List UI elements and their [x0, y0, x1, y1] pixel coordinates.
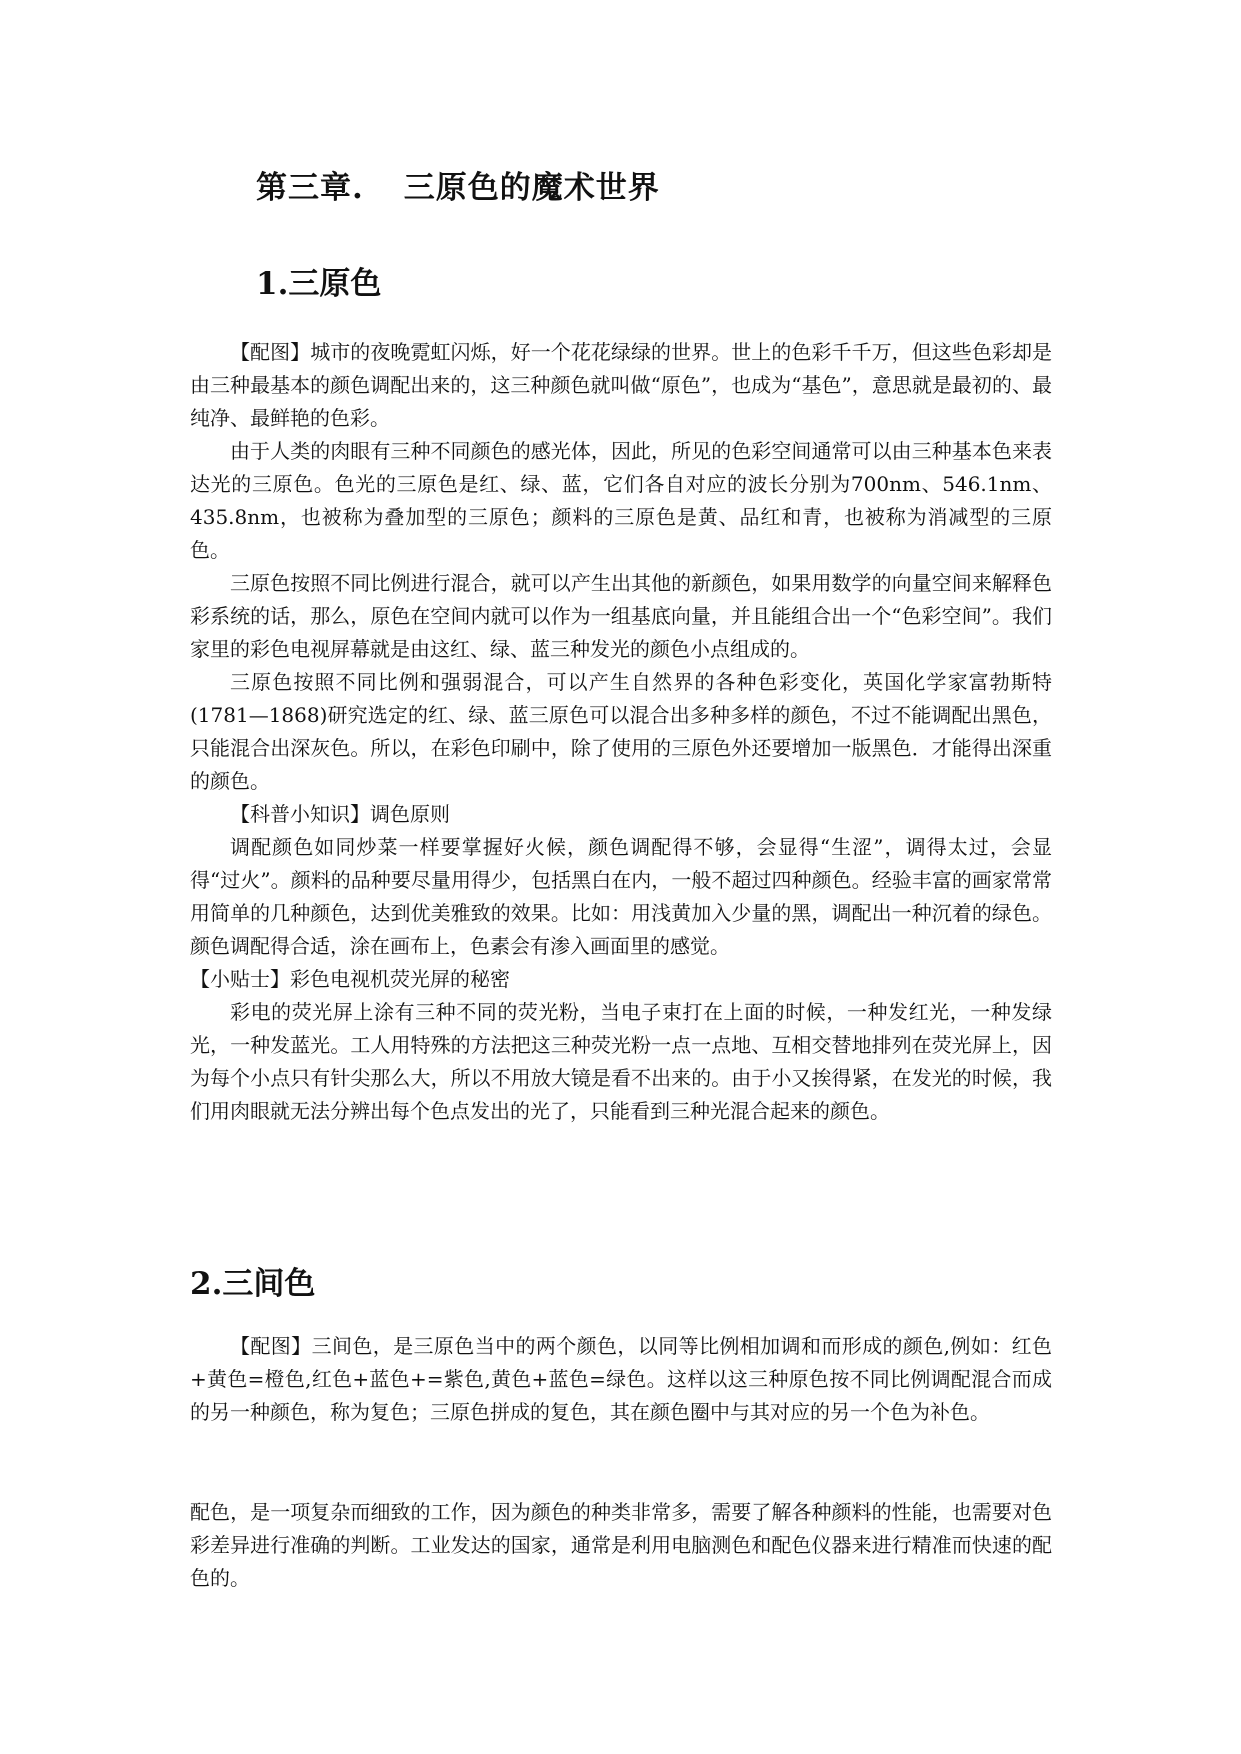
- paragraph: 配色，是一项复杂而细致的工作，因为颜色的种类非常多，需要了解各种颜料的性能，也需要对色彩差异进行准确的判断。工业发达的国家，通常是利用电脑测色和配色仪器来进行精准而快速的配色的。: [190, 1500, 1052, 1590]
- paragraph: 三原色按照不同比例和强弱混合，可以产生自然界的各种色彩变化，英国化学家富勃斯特(1781—1868)研究选定的红、绿、蓝三原色可以混合出多种多样的颜色，不过不能调配出黑色，只能混合出深灰色。所以，在彩色印刷中，除了使用的三原色外还要增加一版黑色．才能得出深重的颜色。: [190, 670, 1052, 793]
- section-2-body-continued: [190, 1496, 1052, 1595]
- sidebar-heading-knowledge: 【科普小知识】调色原则: [230, 802, 450, 826]
- paragraph: 调配颜色如同炒菜一样要掌握好火候，颜色调配得不够，会显得“生涩”，调得太过，会显得“过火”。颜料的品种要尽量用得少，包括黑白在内，一般不超过四种颜色。经验丰富的画家常常用简单的几种颜色，达到优美雅致的效果。比如：用浅黄加入少量的黑，调配出一种沉着的绿色。颜色调配得合适，涂在画布上，色素会有渗入画面里的感觉。: [190, 835, 1052, 958]
- sidebar-heading-tips: 【小贴士】彩色电视机荧光屏的秘密: [190, 967, 510, 991]
- section-2-body: [190, 1330, 1052, 1429]
- paragraph: 彩电的荧光屏上涂有三种不同的荧光粉，当电子束打在上面的时候，一种发红光，一种发绿光，一种发蓝光。工人用特殊的方法把这三种荧光粉一点一点地、互相交替地排列在荧光屏上，因为每个小点只有针尖那么大，所以不用放大镜是看不出来的。由于小又挨得紧，在发光的时候，我们用肉眼就无法分辨出每个色点发出的光了，只能看到三种光混合起来的颜色。: [190, 1000, 1052, 1123]
- chapter-number: 第三章.: [256, 170, 364, 206]
- chapter-title: [256, 162, 660, 207]
- paragraph: 【配图】三间色，是三原色当中的两个颜色，以同等比例相加调和而形成的颜色,例如：红色+黄色=橙色,红色+蓝色+=紫色,黄色+蓝色=绿色。这样以这三种原色按不同比例调配混合而成的另一种颜色，称为复色；三原色拼成的复色，其在颜色圈中与其对应的另一个色为补色。: [190, 1334, 1052, 1424]
- section-1-body: [190, 336, 1052, 1128]
- section-heading-1: 1.三原色: [256, 266, 382, 302]
- chapter-name: 三原色的魔术世界: [403, 170, 660, 206]
- paragraph: 三原色按照不同比例进行混合，就可以产生出其他的新颜色，如果用数学的向量空间来解释色彩系统的话，那么，原色在空间内就可以作为一组基底向量，并且能组合出一个“色彩空间”。我们家里的彩色电视屏幕就是由这红、绿、蓝三种发光的颜色小点组成的。: [190, 571, 1052, 661]
- paragraph: 由于人类的肉眼有三种不同颜色的感光体，因此，所见的色彩空间通常可以由三种基本色来表达光的三原色。色光的三原色是红、绿、蓝，它们各自对应的波长分别为700nm、546.1nm、435.8nm，也被称为叠加型的三原色；颜料的三原色是黄、品红和青，也被称为消减型的三原色。: [190, 439, 1052, 562]
- section-heading-2: 2.三间色: [190, 1266, 316, 1302]
- paragraph: 【配图】城市的夜晚霓虹闪烁，好一个花花绿绿的世界。世上的色彩千千万，但这些色彩却是由三种最基本的颜色调配出来的，这三种颜色就叫做“原色”，也成为“基色”，意思就是最初的、最纯净、最鲜艳的色彩。: [190, 340, 1052, 430]
